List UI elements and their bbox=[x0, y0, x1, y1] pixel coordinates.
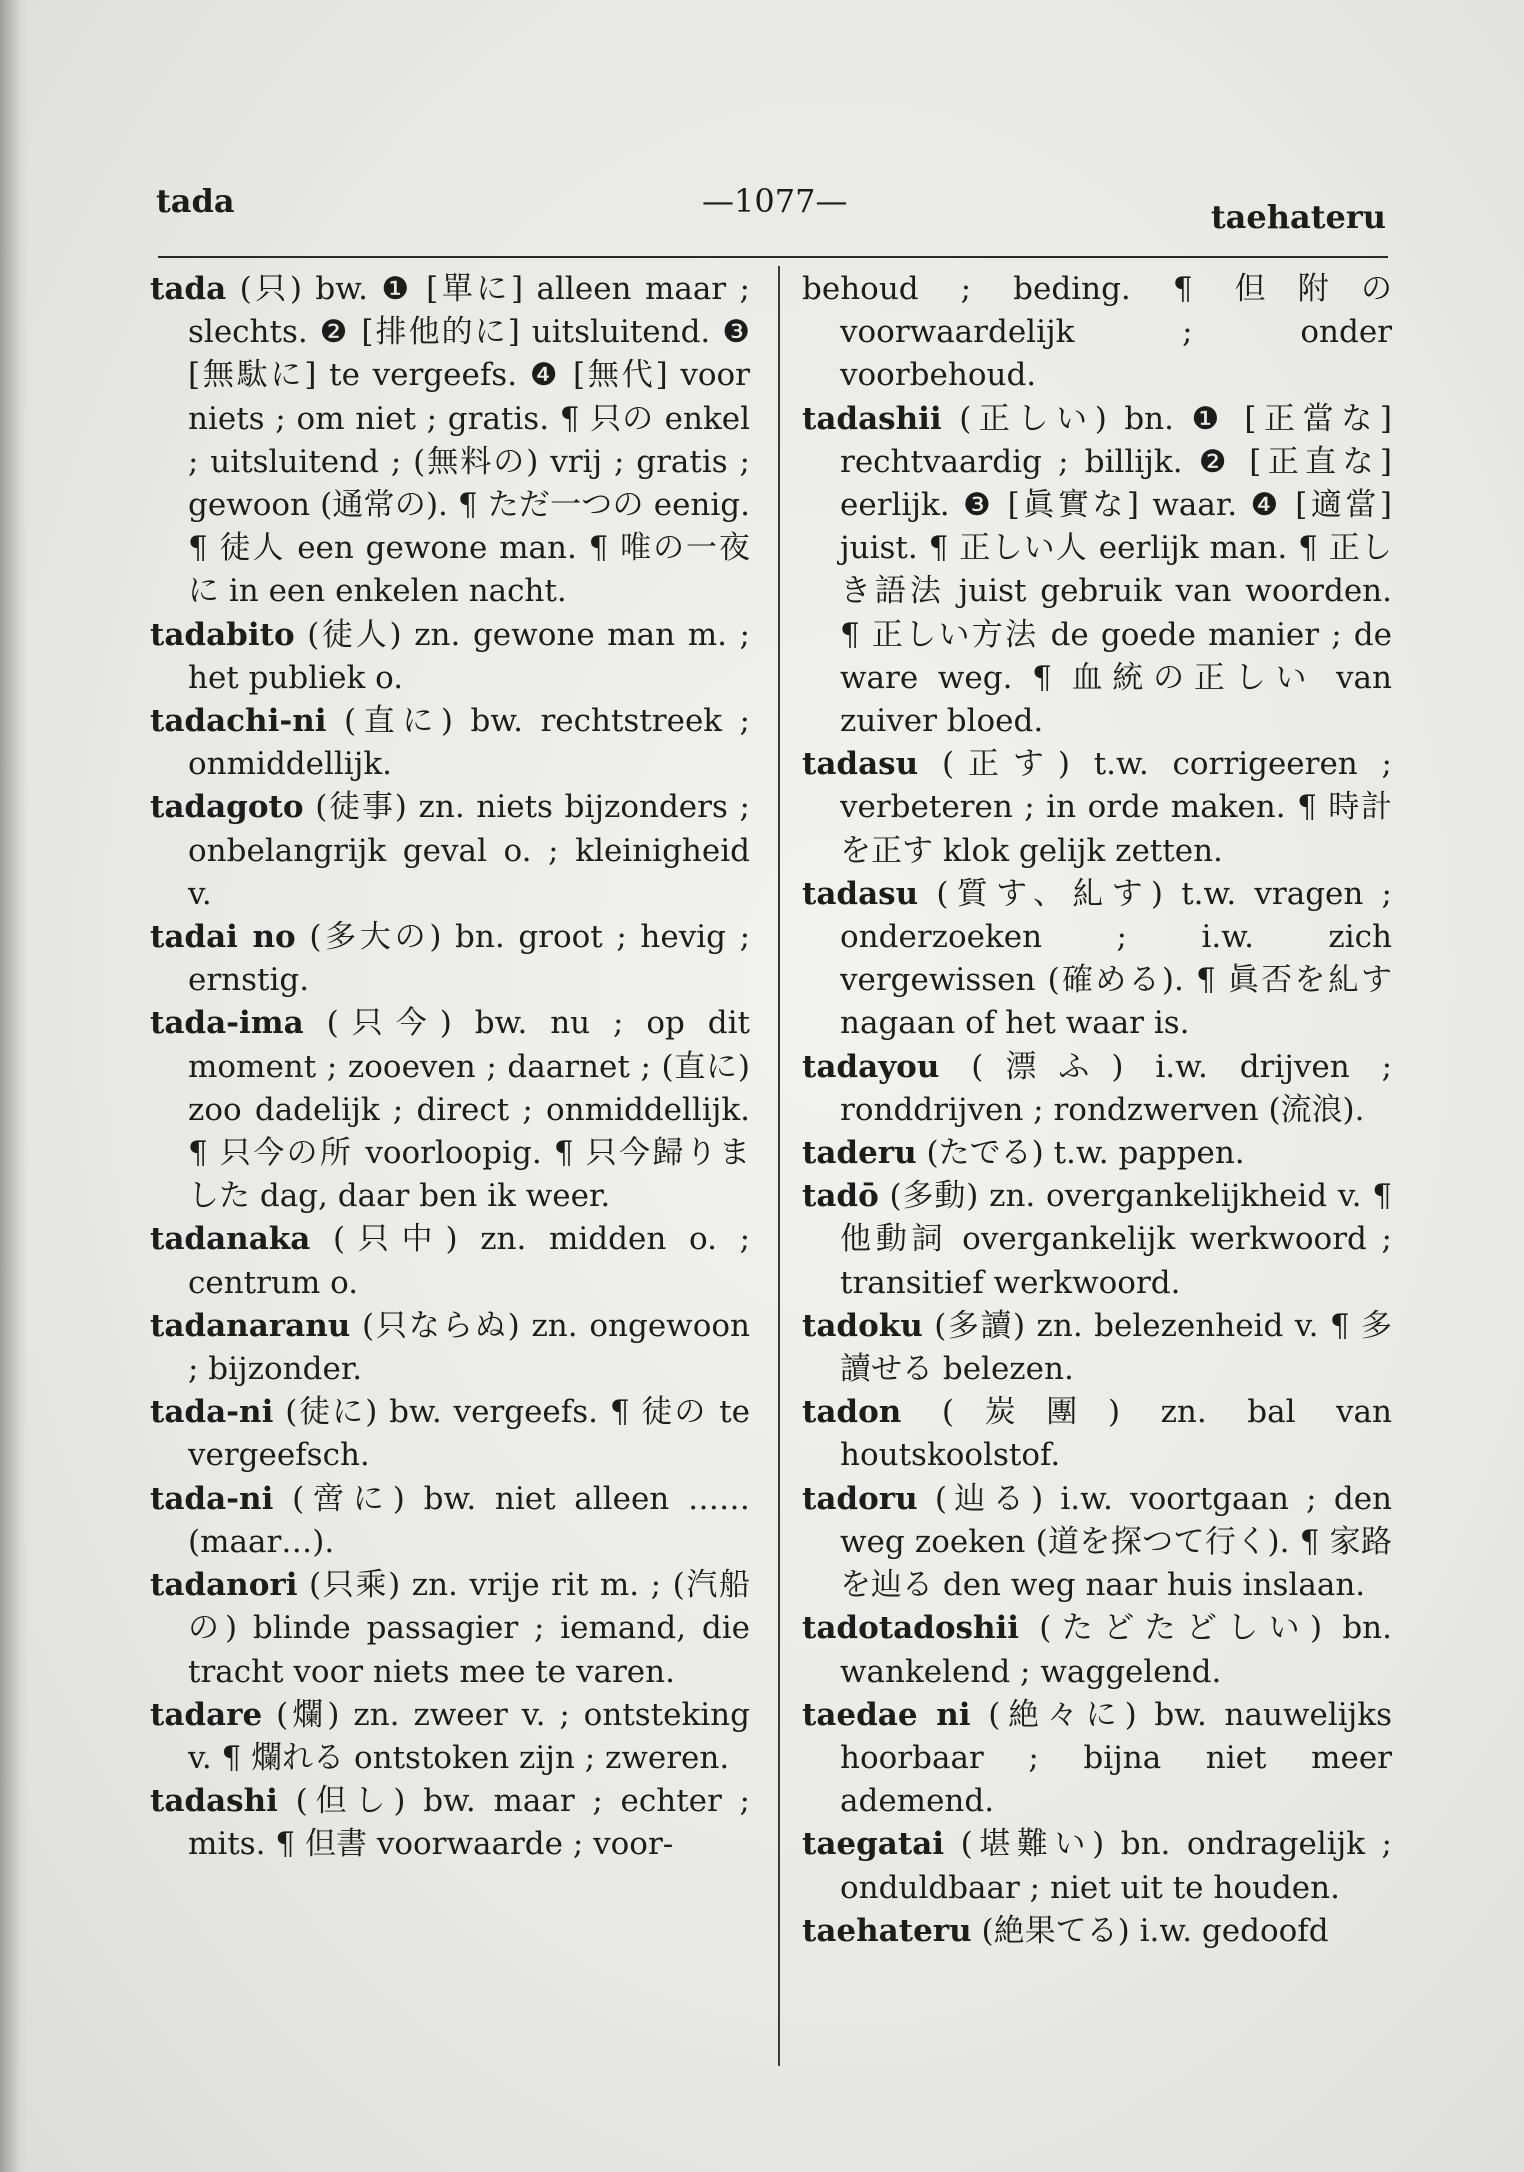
entry-body: (正しい) bn. ❶ [正當な] rechtvaardig ; billijk. ❷ [正直な] eerlijk. ❸ [眞實な] waar. ❹ [適當] juist. ¶ 正しい人 eerlijk man. ¶ 正しき語法 juist gebruik van woorden. ¶ 正しい方法 de goede manier ; de ware weg. ¶ 血統の正しい van zuiver bloed. bbox=[840, 400, 1392, 740]
dictionary-entry bbox=[802, 1305, 1392, 1391]
dictionary-entry bbox=[802, 743, 1392, 873]
dictionary-entry bbox=[150, 1218, 750, 1304]
dictionary-entry bbox=[150, 1564, 750, 1694]
headword: tadotadoshii bbox=[802, 1610, 1020, 1647]
dictionary-entry bbox=[150, 786, 750, 916]
dictionary-entry bbox=[150, 1002, 750, 1218]
page-header bbox=[156, 176, 1386, 236]
entry-body: (辿る) i.w. voortgaan ; den weg zoeken (道を探つて行く). ¶ 家路を辿る den weg naar huis inslaan. bbox=[840, 1480, 1392, 1604]
entry-body: (只乘) zn. vrije rit m. ; (汽船の) blinde passagier ; iemand, die tracht voor niets mee te varen. bbox=[188, 1567, 750, 1690]
right-guide-word: taehateru bbox=[1210, 198, 1386, 236]
header-rule bbox=[158, 256, 1388, 258]
headword: tadabito bbox=[150, 616, 295, 653]
headword: tadashi bbox=[150, 1783, 278, 1820]
dictionary-entry bbox=[802, 1391, 1392, 1477]
entry-body: (炭團) zn. bal van houtskoolstof. bbox=[840, 1394, 1392, 1474]
entry-body: (只今) bw. nu ; op dit moment ; zooeven ; daarnet ; (直に) zoo dadelijk ; direct ; onmiddellijk. ¶ 只今の所 voorloopig. ¶ 只今歸りました dag, daar ben ik weer. bbox=[188, 1005, 750, 1215]
entry-body: (多讀) zn. belezenheid v. ¶ 多讀せる belezen. bbox=[840, 1307, 1392, 1388]
dictionary-entry bbox=[802, 1046, 1392, 1132]
page-number: —1077— bbox=[702, 182, 848, 220]
headword: tadō bbox=[802, 1178, 879, 1215]
entry-body: (多動) zn. overgankelijkheid v. ¶ 他動詞 overgankelijk werkwoord ; transitief werkwoord. bbox=[840, 1178, 1392, 1301]
headword: tadayou bbox=[802, 1048, 940, 1085]
dictionary-entry bbox=[150, 268, 750, 614]
column-divider bbox=[778, 266, 780, 2066]
entry-body: (但し) bw. maar ; echter ; mits. ¶ 但書 voorwaarde ; voor- bbox=[188, 1783, 750, 1863]
right-column bbox=[802, 268, 1392, 2048]
dictionary-entry bbox=[150, 614, 750, 700]
entry-body: (堪難い) bn. ondragelijk ; onduldbaar ; niet uit te houden. bbox=[840, 1826, 1392, 1906]
headword: tada-ima bbox=[150, 1005, 304, 1042]
entry-body: (只中) zn. midden o. ; centrum o. bbox=[188, 1221, 750, 1301]
entry-body: (質す、糺す) t.w. vragen ; onderzoeken ; i.w. zich vergewissen (確める). ¶ 眞否を糺す nagaan of het waar is. bbox=[840, 875, 1392, 1042]
book-gutter-shadow bbox=[0, 0, 28, 2172]
entry-body: (徒に) bw. vergeefs. ¶ 徒の te vergeefsch. bbox=[188, 1394, 750, 1474]
entry-body: (漂ふ) i.w. drijven ; ronddrijven ; rondzwerven (流浪). bbox=[840, 1048, 1392, 1128]
headword: tadai no bbox=[150, 919, 296, 956]
headword: tadon bbox=[802, 1394, 902, 1431]
entry-body: (爛) zn. zweer v. ; ontsteking v. ¶ 爛れる ontstoken zijn ; zweren. bbox=[188, 1696, 750, 1776]
entry-body: (絶々に) bw. nauwelijks hoorbaar ; bijna niet meer ademend. bbox=[840, 1696, 1392, 1820]
dictionary-entry bbox=[802, 1607, 1392, 1693]
entry-body: (直に) bw. rechtstreek ; onmiddellijk. bbox=[188, 703, 750, 783]
entry-body: (啻に) bw. niet alleen ……(maar…). bbox=[188, 1480, 750, 1560]
dictionary-entry bbox=[802, 1132, 1392, 1175]
dictionary-entry bbox=[802, 873, 1392, 1046]
headword: tadanaranu bbox=[150, 1307, 351, 1344]
headword: tadashii bbox=[802, 400, 942, 437]
headword: tadare bbox=[150, 1696, 263, 1733]
headword: tadanaka bbox=[150, 1221, 311, 1258]
dictionary-entry bbox=[150, 1694, 750, 1780]
headword: taedae ni bbox=[802, 1696, 971, 1733]
dictionary-entry bbox=[150, 916, 750, 1002]
headword: tadagoto bbox=[150, 789, 304, 826]
entry-body: (正す) t.w. corrigeeren ; verbeteren ; in orde maken. ¶ 時計を正す klok gelijk zetten. bbox=[840, 746, 1392, 869]
dictionary-entry bbox=[802, 1910, 1392, 1953]
dictionary-entry bbox=[802, 1175, 1392, 1305]
left-guide-word: tada bbox=[156, 182, 235, 220]
headword: taegatai bbox=[802, 1826, 945, 1863]
entry-body: (徒事) zn. niets bijzonders ; onbelangrijk geval o. ; kleinigheid v. bbox=[188, 789, 750, 912]
headword: taehateru bbox=[802, 1912, 972, 1949]
headword: tadanori bbox=[150, 1567, 298, 1604]
dictionary-entry bbox=[150, 1780, 750, 1866]
headword: tadachi-ni bbox=[150, 703, 327, 740]
entry-body: (絶果てる) i.w. gedoofd bbox=[981, 1912, 1329, 1949]
dictionary-entry bbox=[802, 1823, 1392, 1909]
entry-body: behoud ; beding. ¶ 但附の voorwaardelijk ; onder voorbehoud. bbox=[802, 271, 1392, 394]
headword: tadasu bbox=[802, 875, 919, 912]
dictionary-entry bbox=[802, 1694, 1392, 1824]
dictionary-entry bbox=[150, 700, 750, 786]
entry-body: (徒人) zn. gewone man m. ; het publiek o. bbox=[188, 616, 750, 696]
dictionary-entry bbox=[802, 398, 1392, 744]
headword: tada-ni bbox=[150, 1394, 274, 1431]
headword: tadoru bbox=[802, 1480, 918, 1517]
dictionary-entry bbox=[150, 1478, 750, 1564]
headword: tada bbox=[150, 271, 227, 307]
dictionary-entry bbox=[802, 1478, 1392, 1608]
entry-body: (只ならぬ) zn. ongewoon ; bijzonder. bbox=[188, 1307, 750, 1388]
headword: tada-ni bbox=[150, 1480, 274, 1517]
left-column bbox=[150, 268, 750, 2048]
entry-body: (たでる) t.w. pappen. bbox=[926, 1135, 1245, 1172]
dictionary-entry bbox=[802, 268, 1392, 398]
headword: taderu bbox=[802, 1135, 917, 1172]
entry-body: (たどたどしい) bn. wankelend ; waggelend. bbox=[840, 1610, 1392, 1690]
headword: tadasu bbox=[802, 746, 919, 783]
dictionary-entry bbox=[150, 1391, 750, 1477]
entry-body: (只) bw. ❶ [單に] alleen maar ; slechts. ❷ [排他的に] uitsluitend. ❸ [無駄に] te vergeefs. ❹ [無代] voor niets ; om niet ; gratis. ¶ 只の enkel ; uitsluitend ; (無料の) vrij ; gratis ; gewoon (通常の). ¶ ただ一つの eenig. ¶ 徒人 een gewone man. ¶ 唯の一夜に in een enkelen nacht. bbox=[188, 271, 750, 610]
entry-body: (多大の) bn. groot ; hevig ; ernstig. bbox=[188, 919, 750, 999]
dictionary-entry bbox=[150, 1305, 750, 1391]
headword: tadoku bbox=[802, 1307, 923, 1344]
